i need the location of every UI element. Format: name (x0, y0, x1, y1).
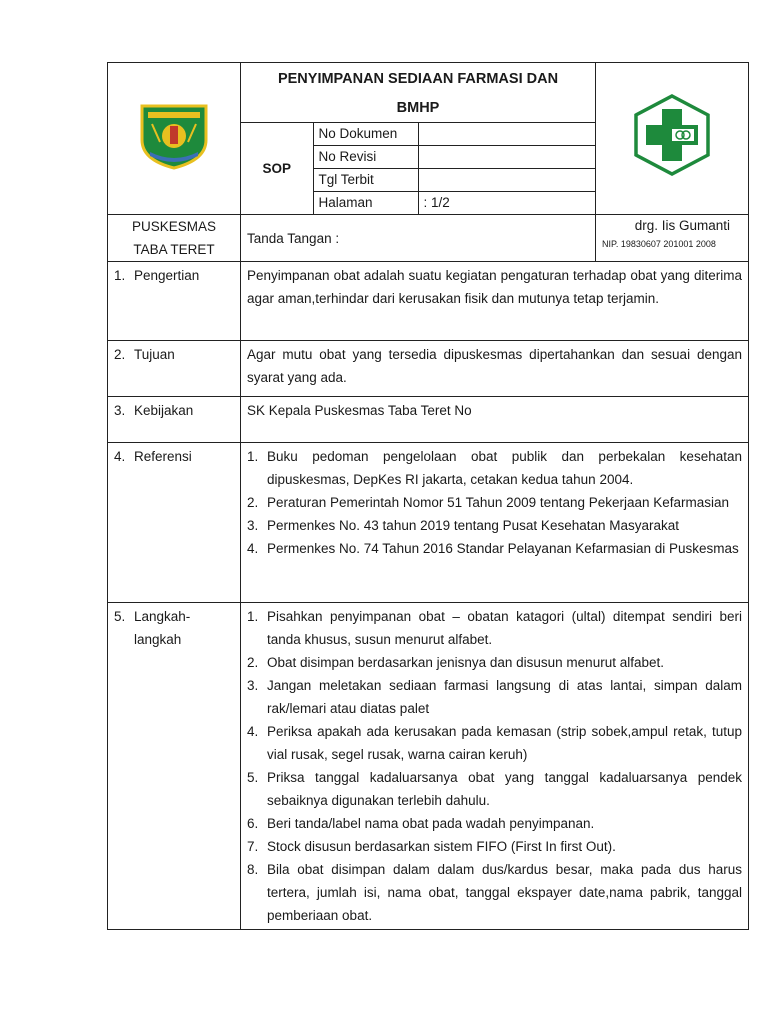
section-label: 3. Kebijakan (108, 397, 241, 443)
signature-label: Tanda Tangan : (241, 215, 596, 262)
steps-list (241, 603, 749, 930)
section-label: 2. Tujuan (108, 341, 241, 397)
list-item: 1. Buku pedoman pengelolaan obat publik dan perbekalan kesehatan dipuskesmas, DepKes RI jakarta, cetakan kedua tahun 2004. (247, 449, 742, 487)
sop-label: SOP (241, 123, 313, 215)
list-item: 7. Stock disusun berdasarkan sistem FIFO (First In first Out). (247, 839, 616, 854)
field-label: Tgl Terbit (313, 169, 418, 192)
sop-document (107, 62, 748, 930)
list-item: 4. Periksa apakah ada kerusakan pada kemasan (strip sobek,ampul retak, tutup vial rusak, segel rusak, warna cairan keruh) (247, 724, 742, 762)
list-item: 3. Permenkes No. 43 tahun 2019 tentang Pusat Kesehatan Masyarakat (247, 518, 680, 533)
signer-block (596, 215, 749, 262)
field-value (418, 169, 596, 192)
field-value: : 1/2 (418, 192, 596, 215)
section-label: 5. Langkah- langkah (108, 603, 241, 930)
field-value (418, 123, 596, 146)
signer-nip: NIP. 19830607 201001 2008 (602, 239, 716, 249)
list-item: 5. Priksa tanggal kadaluarsanya obat yang tanggal kadaluarsanya pendek sebaiknya digunakan terlebih dahulu. (247, 770, 742, 808)
signer-name: drg. Iis Gumanti (634, 218, 730, 233)
regional-emblem-icon (136, 100, 212, 170)
field-label: Halaman (313, 192, 418, 215)
organization-name: PUSKESMAS TABA TERET (108, 215, 241, 262)
list-item: 6. Beri tanda/label nama obat pada wadah penyimpanan. (247, 816, 595, 831)
list-item: 8. Bila obat disimpan dalam dalam dus/kardus besar, maka pada dus harus tertera, jumlah isi, nama obat, tanggal ekspayer date,nama pabrik, tanggal pemberiaan obat. (247, 862, 742, 923)
list-item: 3. Jangan meletakan sediaan farmasi langsung di atas lantai, simpan dalam rak/lemari atau diatas palet (247, 678, 742, 716)
title-block (241, 63, 596, 215)
sop-table (107, 62, 749, 930)
list-item: 2. Obat disimpan berdasarkan jenisnya dan disusun menurut alfabet. (247, 655, 664, 670)
section-text: Penyimpanan obat adalah suatu kegiatan pengaturan terhadap obat yang diterima agar aman,terhindar dari kerusakan fisik dan mutunya tetap terjamin. (241, 262, 749, 341)
field-label: No Dokumen (313, 123, 418, 146)
list-item: 1. Pisahkan penyimpanan obat – obatan katagori (ultal) ditempat sendiri beri tanda khusus, susun menurut alfabet. (247, 609, 742, 647)
puskesmas-cross-icon (632, 93, 712, 177)
left-logo-cell (108, 63, 241, 215)
list-item: 2. Peraturan Pemerintah Nomor 51 Tahun 2009 tentang Pekerjaan Kefarmasian (247, 495, 730, 510)
reference-list (241, 443, 749, 603)
field-value (418, 146, 596, 169)
section-label: 1. Pengertian (108, 262, 241, 341)
document-title: PENYIMPANAN SEDIAAN FARMASI DAN BMHP (277, 71, 559, 116)
document-info-table (241, 122, 596, 214)
section-text: Agar mutu obat yang tersedia dipuskesmas dipertahankan dan sesuai dengan syarat yang ada. (241, 341, 749, 397)
section-text: SK Kepala Puskesmas Taba Teret No (241, 397, 749, 443)
section-label: 4. Referensi (108, 443, 241, 603)
right-logo-cell (596, 63, 749, 215)
list-item: 4. Permenkes No. 74 Tahun 2016 Standar Pelayanan Kefarmasian di Puskesmas (247, 541, 739, 556)
field-label: No Revisi (313, 146, 418, 169)
